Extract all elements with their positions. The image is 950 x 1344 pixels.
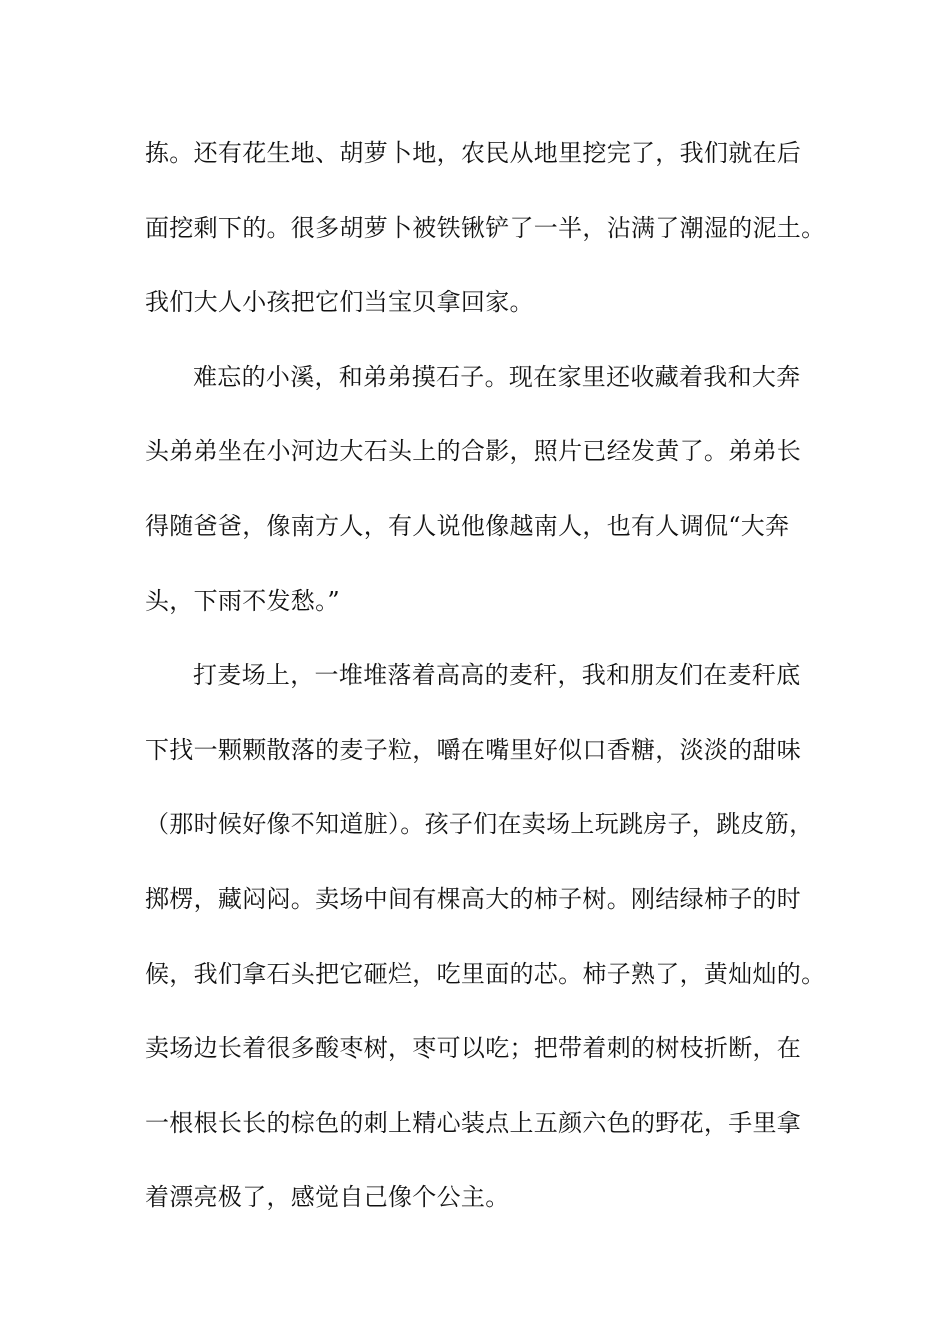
- text-line: 卖场边长着很多酸枣树，枣可以吃；把带着刺的树枝折断，在: [145, 1034, 802, 1063]
- text-line: 下找一颗颗散落的麦子粒，嚼在嘴里好似口香糖，淡淡的甜味: [145, 735, 802, 764]
- text-line: 掷楞，藏闷闷。卖场中间有棵高大的柿子树。刚结绿柿子的时: [145, 884, 802, 913]
- text-line: 一根根长长的棕色的刺上精心装点上五颜六色的野花，手里拿: [145, 1108, 802, 1137]
- text-line: 着漂亮极了，感觉自己像个公主。: [145, 1183, 510, 1212]
- text-line: 候，我们拿石头把它砸烂，吃里面的芯。柿子熟了，黄灿灿的。: [145, 959, 826, 988]
- paragraph-first-line: 打麦场上，一堆堆落着高高的麦秆，我和朋友们在麦秆底: [193, 661, 801, 690]
- paragraph-first-line: 难忘的小溪，和弟弟摸石子。现在家里还收藏着我和大奔: [193, 362, 801, 391]
- text-line: 面挖剩下的。很多胡萝卜被铁锹铲了一半，沾满了潮湿的泥土。: [145, 213, 826, 242]
- text-line: 头，下雨不发愁。”: [145, 586, 340, 615]
- text-line: 得随爸爸，像南方人，有人说他像越南人，也有人调侃“大奔: [145, 511, 790, 540]
- document-body: [145, 134, 845, 1253]
- text-line: 拣。还有花生地、胡萝卜地，农民从地里挖完了，我们就在后: [145, 139, 802, 167]
- text-line: （那时候好像不知道脏）。孩子们在卖场上玩跳房子，跳皮筋，: [145, 810, 814, 839]
- text-line: 头弟弟坐在小河边大石头上的合影，照片已经发黄了。弟弟长: [145, 437, 802, 466]
- text-line: 我们大人小孩把它们当宝贝拿回家。: [145, 288, 534, 317]
